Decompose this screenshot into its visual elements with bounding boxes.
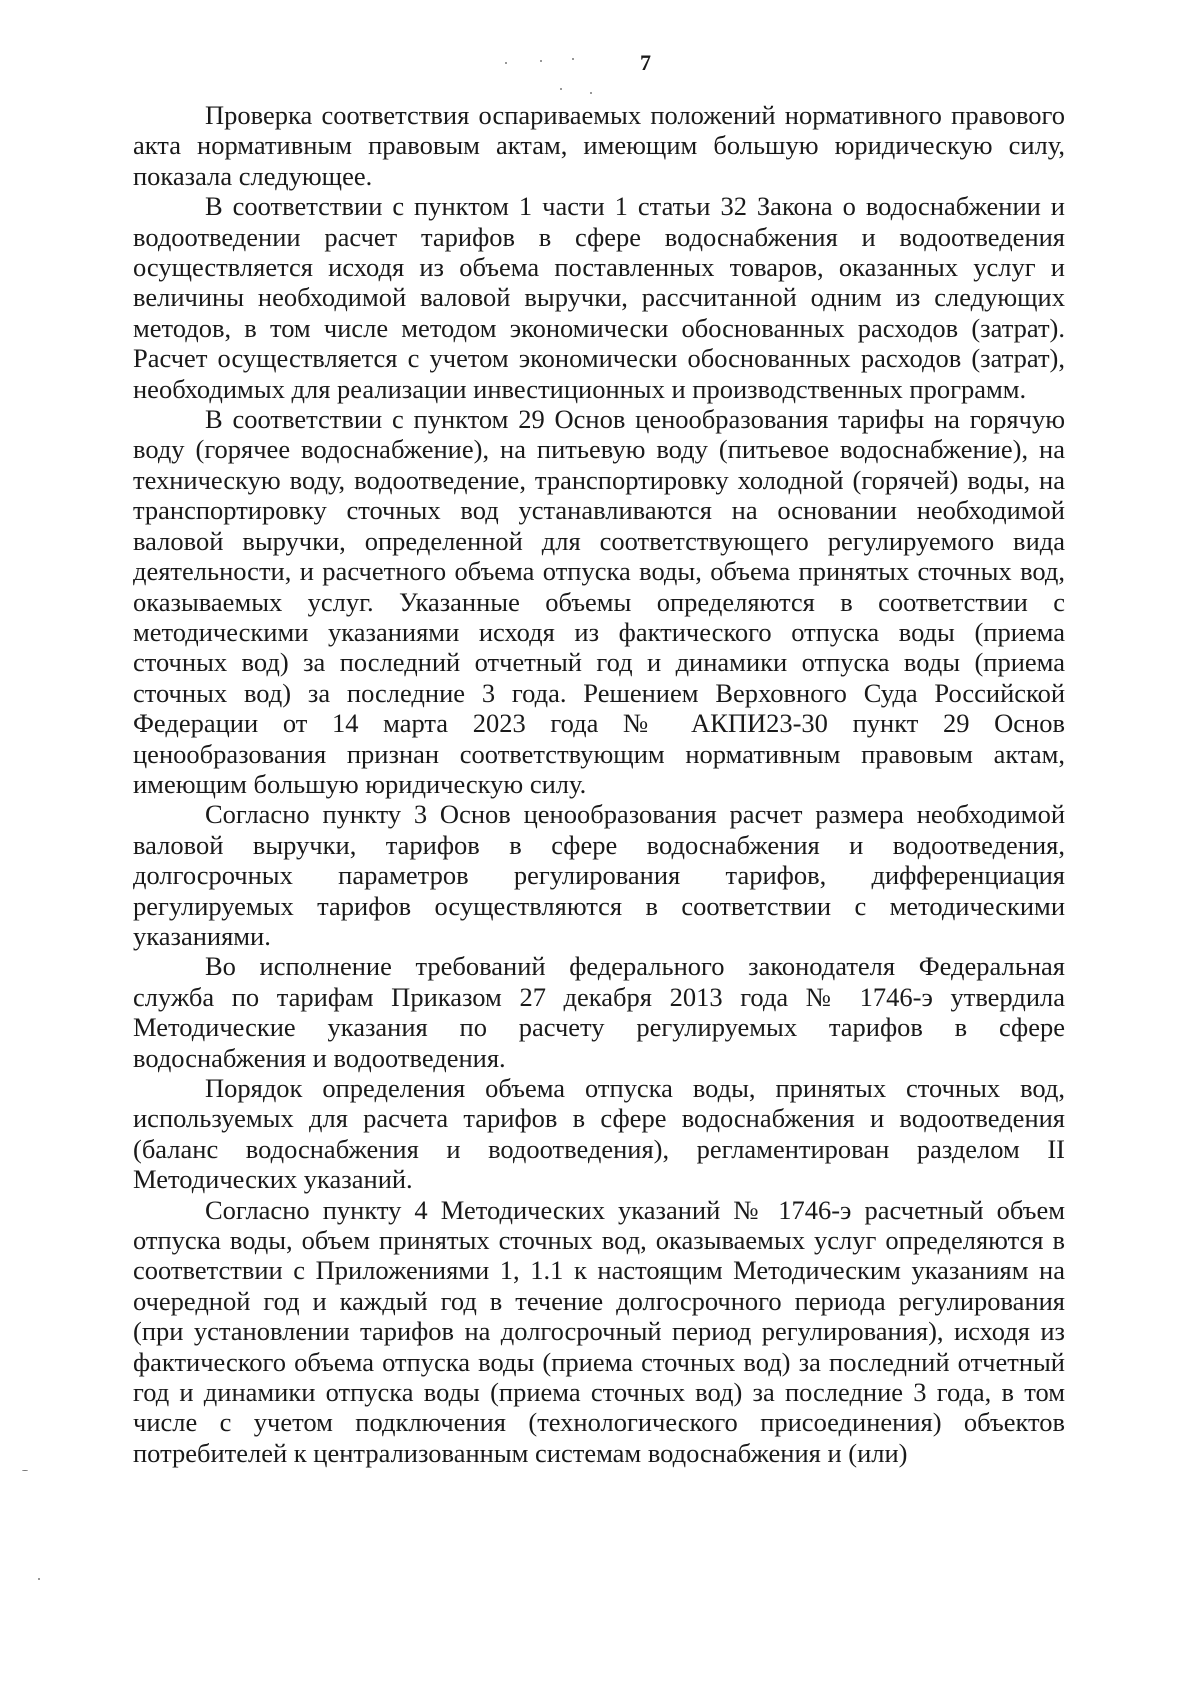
scan-speck xyxy=(505,62,507,64)
paragraph: В соответствии с пунктом 29 Основ ценообразования тарифы на горячую воду (горячее водоснабжение), на питьевую воду (питьевое водоснабжение), на техническую воду, водоотведение, транспортировку холодной (горячей) воды, на транспортировку сточных вод устанавливаются на основании необходимой валовой выручки, определенной для соответствующего регулируемого вида деятельности, и расчетного объема отпуска воды, объема принятых сточных вод, оказываемых услуг. Указанные объемы определяются в соответствии с методическими указаниями исходя из фактического отпуска воды (приема сточных вод) за последний отчетный год и динамики отпуска воды (приема сточных вод) за последние 3 года. Решением Верховного Суда Российской Федерации от 14 марта 2023 года № АКПИ23-30 пункт 29 Основ ценообразования признан соответствующим нормативным правовым актам, имеющим большую юридическую силу. xyxy=(133,404,1065,799)
scan-speck xyxy=(572,58,574,60)
paragraph: В соответствии с пунктом 1 части 1 статьи 32 Закона о водоснабжении и водоотведении расчет тарифов в сфере водоснабжения и водоотведения осуществляется исходя из объема поставленных товаров, оказанных услуг и величины необходимой валовой выручки, рассчитанной одним из следующих методов, в том числе методом экономически обоснованных расходов (затрат). Расчет осуществляется с учетом экономически обоснованных расходов (затрат), необходимых для реализации инвестиционных и производственных программ. xyxy=(133,191,1065,404)
paragraph: Согласно пункту 3 Основ ценообразования расчет размера необходимой валовой выручки, тарифов в сфере водоснабжения и водоотведения, долгосрочных параметров регулирования тарифов, дифференциация регулируемых тарифов осуществляются в соответствии с методическими указаниями. xyxy=(133,799,1065,951)
scan-speck xyxy=(540,60,542,62)
scan-speck xyxy=(22,1470,28,1471)
paragraph: Во исполнение требований федерального законодателя Федеральная служба по тарифам Приказом 27 декабря 2013 года № 1746-э утвердила Методические указания по расчету регулируемых тарифов в сфере водоснабжения и водоотведения. xyxy=(133,951,1065,1073)
paragraph: Порядок определения объема отпуска воды, принятых сточных вод, используемых для расчета тарифов в сфере водоснабжения и водоотведения (баланс водоснабжения и водоотведения), регламентирован разделом II Методических указаний. xyxy=(133,1073,1065,1195)
scan-speck xyxy=(590,92,592,94)
paragraph: Проверка соответствия оспариваемых положений нормативного правового акта нормативным правовым актам, имеющим большую юридическую силу, показала следующее. xyxy=(133,100,1065,191)
scan-speck xyxy=(560,88,562,90)
scan-speck xyxy=(38,1578,40,1580)
paragraph: Согласно пункту 4 Методических указаний № 1746-э расчетный объем отпуска воды, объем принятых сточных вод, оказываемых услуг определяются в соответствии с Приложениями 1, 1.1 к настоящим Методическим указаниям на очередной год и каждый год в течение долгосрочного периода регулирования (при установлении тарифов на долгосрочный период регулирования), исходя из фактического объема отпуска воды (приема сточных вод) за последний отчетный год и динамики отпуска воды (приема сточных вод) за последние 3 года, в том числе с учетом подключения (технологического присоединения) объектов потребителей к централизованным системам водоснабжения и (или) xyxy=(133,1194,1065,1468)
document-body xyxy=(133,100,1065,1468)
page-number: 7 xyxy=(640,50,651,75)
